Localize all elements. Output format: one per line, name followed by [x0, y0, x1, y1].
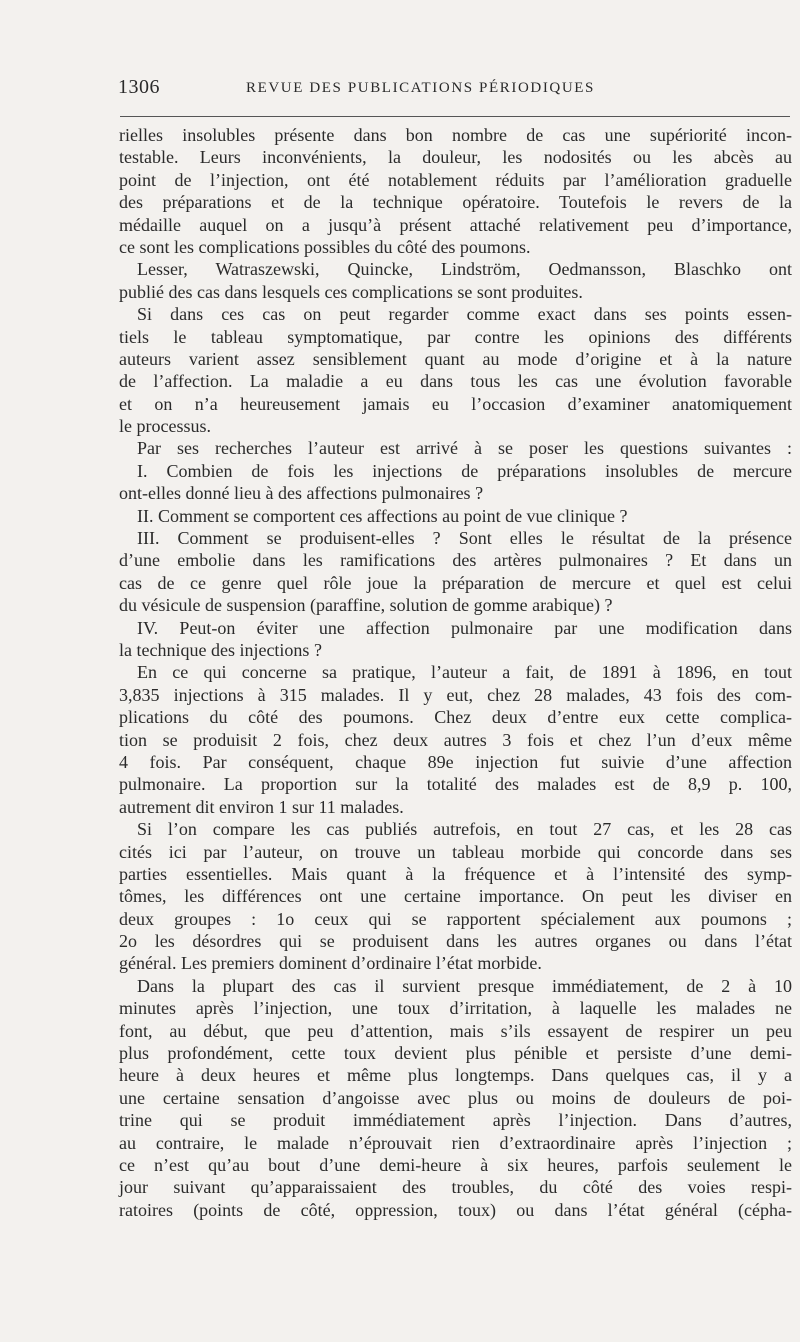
text-line: Par ses recherches l’auteur est arrivé à se poser les questions suivantes : [137, 438, 792, 459]
text-line: pulmonaire. La proportion sur la totalité des malades est de 8,9 p. 100, [119, 774, 792, 795]
text-line: En ce qui concerne sa pratique, l’auteur a fait, de 1891 à 1896, en tout [137, 662, 792, 683]
text-line: Si l’on compare les cas publiés autrefois, en tout 27 cas, et les 28 cas [137, 819, 792, 840]
text-line: parties essentielles. Mais quant à la fréquence et à l’intensité des symp- [119, 863, 792, 884]
text-line: trine qui se produit immédiatement après l’injection. Dans d’autres, [119, 1110, 792, 1131]
text-line: publié des cas dans lesquels ces complications se sont produites. [119, 281, 583, 302]
text-line: ont-elles donné lieu à des affections pulmonaires ? [119, 483, 484, 504]
text-line: Lesser, Watraszewski, Quincke, Lindström, Oedmansson, Blaschko ont [137, 259, 792, 280]
text-line: au contraire, le malade n’éprouvait rien d’extraordinaire après l’injection ; [119, 1132, 792, 1153]
text-line: 3,835 injections à 315 malades. Il y eut, chez 28 malades, 43 fois des com- [119, 684, 792, 705]
text-line: cas de ce genre quel rôle joue la préparation de mercure et quel est celui [119, 572, 792, 593]
text-line: I. Combien de fois les injections de préparations insolubles de mercure [137, 460, 792, 481]
text-line: tômes, les différences ont une certaine importance. On peut les diviser en [119, 886, 792, 907]
text-line: médaille auquel on a jusqu’à présent attaché relativement peu d’importance, [119, 214, 792, 235]
text-line: ratoires (points de côté, oppression, toux) ou dans l’état général (cépha- [119, 1199, 792, 1220]
text-line: 4 fois. Par conséquent, chaque 89e injection fut suivie d’une affection [119, 751, 792, 772]
text-line: minutes après l’injection, une toux d’irritation, à laquelle les malades ne [119, 998, 792, 1019]
text-line: général. Les premiers dominent d’ordinaire l’état morbide. [119, 953, 542, 974]
text-line: Dans la plupart des cas il survient presque immédiatement, de 2 à 10 [137, 975, 792, 996]
header-rule [120, 116, 790, 117]
text-line: auteurs varient assez sensiblement quant au mode d’origine et à la nature [119, 348, 792, 369]
text-line: du vésicule de suspension (paraffine, solution de gomme arabique) ? [119, 595, 613, 616]
text-line: tiels le tableau symptomatique, par contre les opinions des différents [119, 326, 792, 347]
body-text [119, 124, 792, 1221]
text-line: testable. Leurs inconvénients, la douleur, les nodosités ou les abcès au [119, 147, 792, 168]
page-header [118, 76, 792, 106]
text-line: d’une embolie dans les ramifications des artères pulmonaires ? Et dans un [119, 550, 792, 571]
text-line: ce sont les complications possibles du côté des poumons. [119, 236, 531, 257]
text-line: de l’affection. La maladie a eu dans tous les cas une évolution favorable [119, 371, 792, 392]
text-line: des préparations et de la technique opératoire. Toutefois le revers de la [119, 192, 792, 213]
text-line: et on n’a heureusement jamais eu l’occasion d’examiner anatomiquement [119, 393, 792, 414]
text-line: autrement dit environ 1 sur 11 malades. [119, 796, 404, 817]
text-line: une certaine sensation d’angoisse avec plus ou moins de douleurs de poi- [119, 1087, 792, 1108]
running-title: REVUE DES PUBLICATIONS PÉRIODIQUES [246, 80, 595, 96]
text-line: II. Comment se comportent ces affections au point de vue clinique ? [137, 505, 628, 526]
text-line: ce n’est qu’au bout d’une demi-heure à six heures, parfois seulement le [119, 1154, 792, 1175]
text-line: le processus. [119, 416, 211, 437]
text-line: heure à deux heures et même plus longtemps. Dans quelques cas, il y a [119, 1065, 792, 1086]
text-line: tion se produisit 2 fois, chez deux autres 3 fois et chez l’un d’eux même [119, 729, 792, 750]
text-line: jour suivant qu’apparaissaient des troubles, du côté des voies respi- [119, 1177, 792, 1198]
text-line: point de l’injection, ont été notablement réduits par l’amélioration graduelle [119, 169, 792, 190]
text-line: plications du côté des poumons. Chez deux d’entre eux cette complica- [119, 707, 792, 728]
text-line: plus profondément, cette toux devient plus pénible et persiste d’une demi- [119, 1043, 792, 1064]
text-line: rielles insolubles présente dans bon nombre de cas une supériorité incon- [119, 125, 792, 145]
text-line: Si dans ces cas on peut regarder comme exact dans ses points essen- [137, 304, 792, 325]
text-line: IV. Peut-on éviter une affection pulmonaire par une modification dans [137, 617, 792, 638]
text-line: III. Comment se produisent-elles ? Sont elles le résultat de la présence [137, 528, 792, 549]
text-line: 2o les désordres qui se produisent dans les autres organes ou dans l’état [119, 931, 792, 952]
page-number: 1306 [118, 76, 160, 98]
text-line: deux groupes : 1o ceux qui se rapportent spécialement aux poumons ; [119, 908, 792, 929]
text-line: la technique des injections ? [119, 639, 322, 660]
text-line: cités ici par l’auteur, on trouve un tableau morbide qui concorde dans ses [119, 841, 792, 862]
text-line: font, au début, que peu d’attention, mais s’ils essayent de respirer un peu [119, 1020, 792, 1041]
